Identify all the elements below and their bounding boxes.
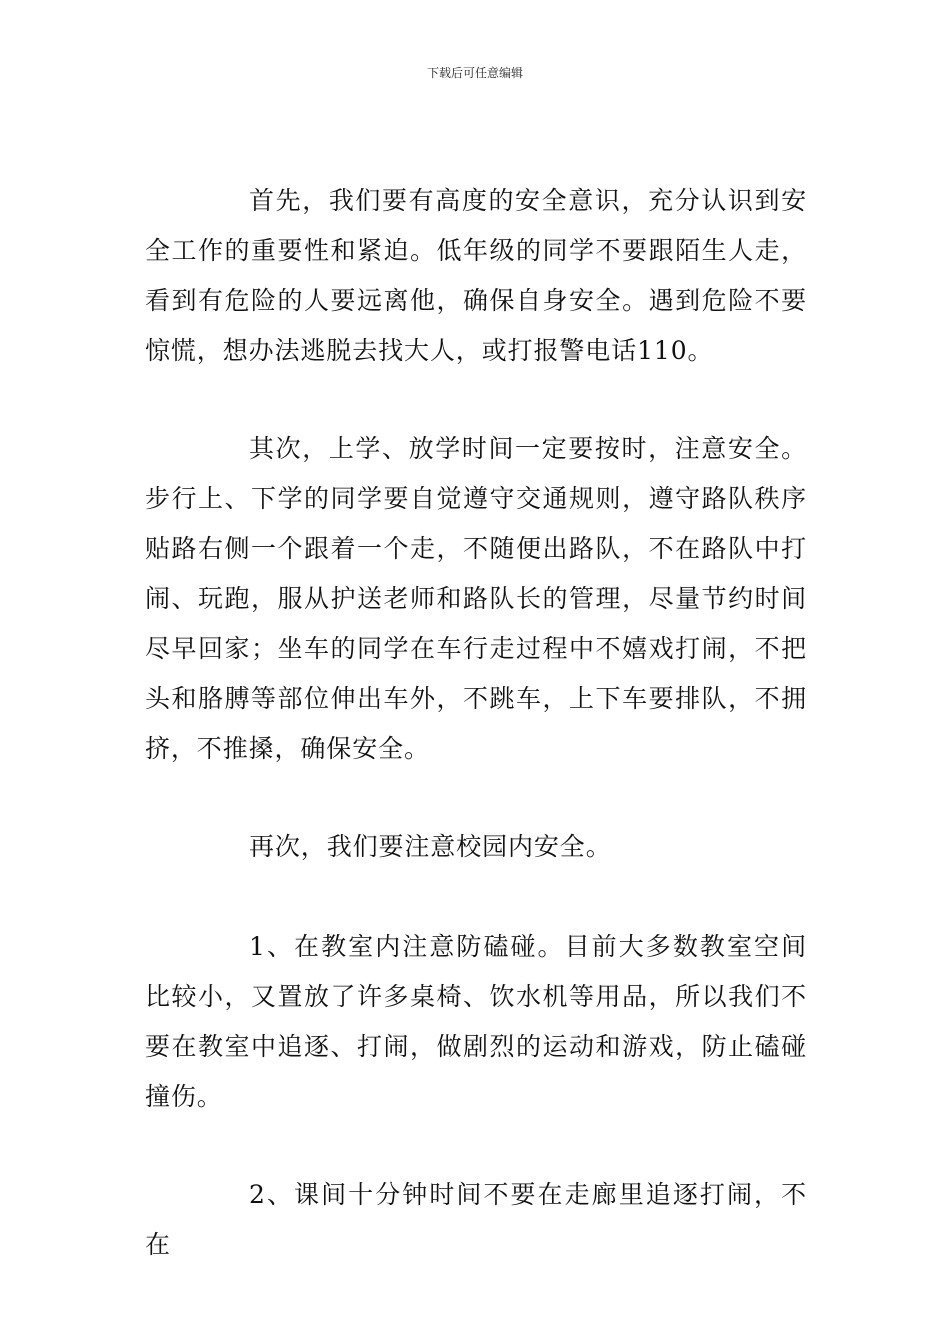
paragraph-break-time-safety: 2、课间十分钟时间不要在走廊里追逐打闹，不在: [145, 1180, 807, 1259]
paragraph-campus-safety-intro: 再次，我们要注意校园内安全。: [249, 832, 612, 861]
paragraph-commute-safety: 其次，上学、放学时间一定要按时，注意安全。步行上、下学的同学要自觉遵守交通规则，遵守路队秩序贴路右侧一个跟着一个走，不随便出路队，不在路队中打闹、玩跑，服从护送老师和路队长的管理，尽量节约时间尽早回家；坐车的同学在车行走过程中不嬉戏打闹，不把头和胳膊等部位伸出车外，不跳车，上下车要排队，不拥挤，不推搡，确保安全。: [145, 434, 807, 763]
paragraph-safety-awareness: 首先，我们要有高度的安全意识，充分认识到安全工作的重要性和紧迫。低年级的同学不要跟陌生人走，看到有危险的人要远离他，确保自身安全。遇到危险不要惊慌，想办法逃脱去找大人，或打报警电话110。: [145, 186, 807, 365]
header-note: 下载后可任意编辑: [426, 66, 523, 80]
paragraph-classroom-safety: 1、在教室内注意防磕碰。目前大多数教室空间比较小，又置放了许多桌椅、饮水机等用品，所以我们不要在教室中追逐、打闹，做剧烈的运动和游戏，防止磕碰撞伤。: [145, 932, 807, 1111]
